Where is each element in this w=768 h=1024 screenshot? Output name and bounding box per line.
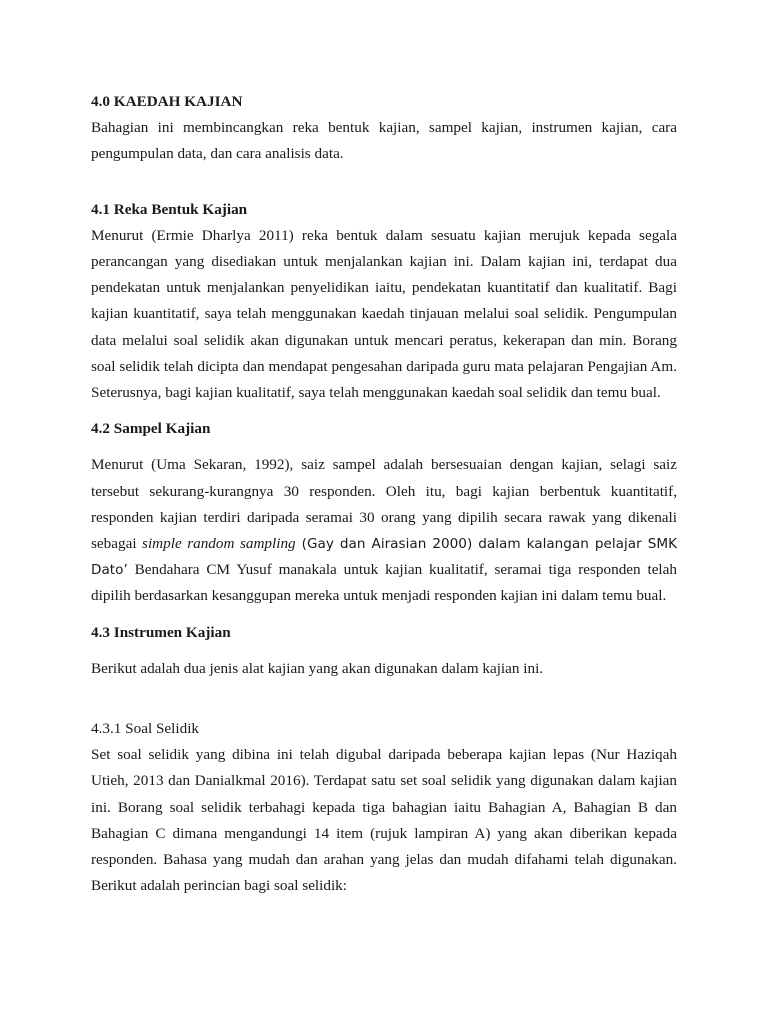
heading-4-0: 4.0 KAEDAH KAJIAN — [91, 93, 243, 110]
paragraph-4-2-text-a: Menurut (Uma Sekaran, 1992), saiz sampel adalah bersesuaian dengan kajian, selagi saiz tersebut sekurang-kurangnya 30 responden. Oleh itu, bagi kajian berbentuk kuantitatif, responden kajian terdiri daripada seramai 30 orang yang dipilih secara rawak yang dikenali sebagai — [91, 456, 677, 553]
paragraph-4-2-text-b: Bendahara CM Yusuf manakala untuk kajian kualitatif, seramai tiga responden telah dipilih berdasarkan kesanggupan mereka untuk menjadi responden kajian ini dalam temu bual. — [91, 561, 677, 605]
document-page — [91, 89, 677, 899]
paragraph-4-2-italic: simple random sampling — [142, 535, 296, 553]
paragraph-4-3: Berikut adalah dua jenis alat kajian yang akan digunakan dalam kajian ini. — [91, 659, 544, 677]
paragraph-4-1: Menurut (Ermie Dharlya 2011) reka bentuk dalam sesuatu kajian merujuk kepada segala perancangan yang disediakan untuk menjalankan kajian ini. Dalam kajian ini, terdapat dua pendekatan untuk menjalankan penyelidikan iaitu, pendekatan kuantitatif dan kualitatif. Bagi kajian kuantitatif, saya telah menggunakan kaedah tinjauan melalui soal selidik. Pengumpulan data melalui soal selidik akan digunakan untuk mencari peratus, kekerapan dan min. Borang soal selidik telah dicipta dan mendapat pengesahan daripada guru mata pelajaran Pengajian Am. Seterusnya, bagi kajian kualitatif, saya telah menggunakan kaedah soal selidik dan temu bual. — [91, 226, 677, 402]
heading-4-3-1: 4.3.1 Soal Selidik — [91, 720, 200, 738]
heading-4-1: 4.1 Reka Bentuk Kajian — [91, 200, 248, 218]
paragraph-4-3-1: Set soal selidik yang dibina ini telah digubal daripada beberapa kajian lepas (Nur Haziqah Utieh, 2013 dan Danialkmal 2016). Terdapat satu set soal selidik yang digunakan dalam kajian ini. Borang soal selidik terbahagi kepada tiga bahagian iaitu Bahagian A, Bahagian B dan Bahagian C dimana mengandungi 14 item (rujuk lampiran A) yang akan diberikan kepada responden. Bahasa yang mudah dan arahan yang jelas dan mudah difahami telah digunakan. Berikut adalah perincian bagi soal selidik: — [91, 746, 677, 895]
paragraph-4-2-mono: (Gay dan Airasian 2000) dalam kalangan pelajar SMK Dato’ — [91, 536, 677, 579]
heading-4-3: 4.3 Instrumen Kajian — [91, 623, 231, 641]
paragraph-4-2 — [91, 452, 677, 609]
paragraph-4-0: Bahagian ini membincangkan reka bentuk kajian, sampel kajian, instrumen kajian, cara pengumpulan data, dan cara analisis data. — [91, 119, 677, 163]
heading-4-2: 4.2 Sampel Kajian — [91, 420, 211, 438]
